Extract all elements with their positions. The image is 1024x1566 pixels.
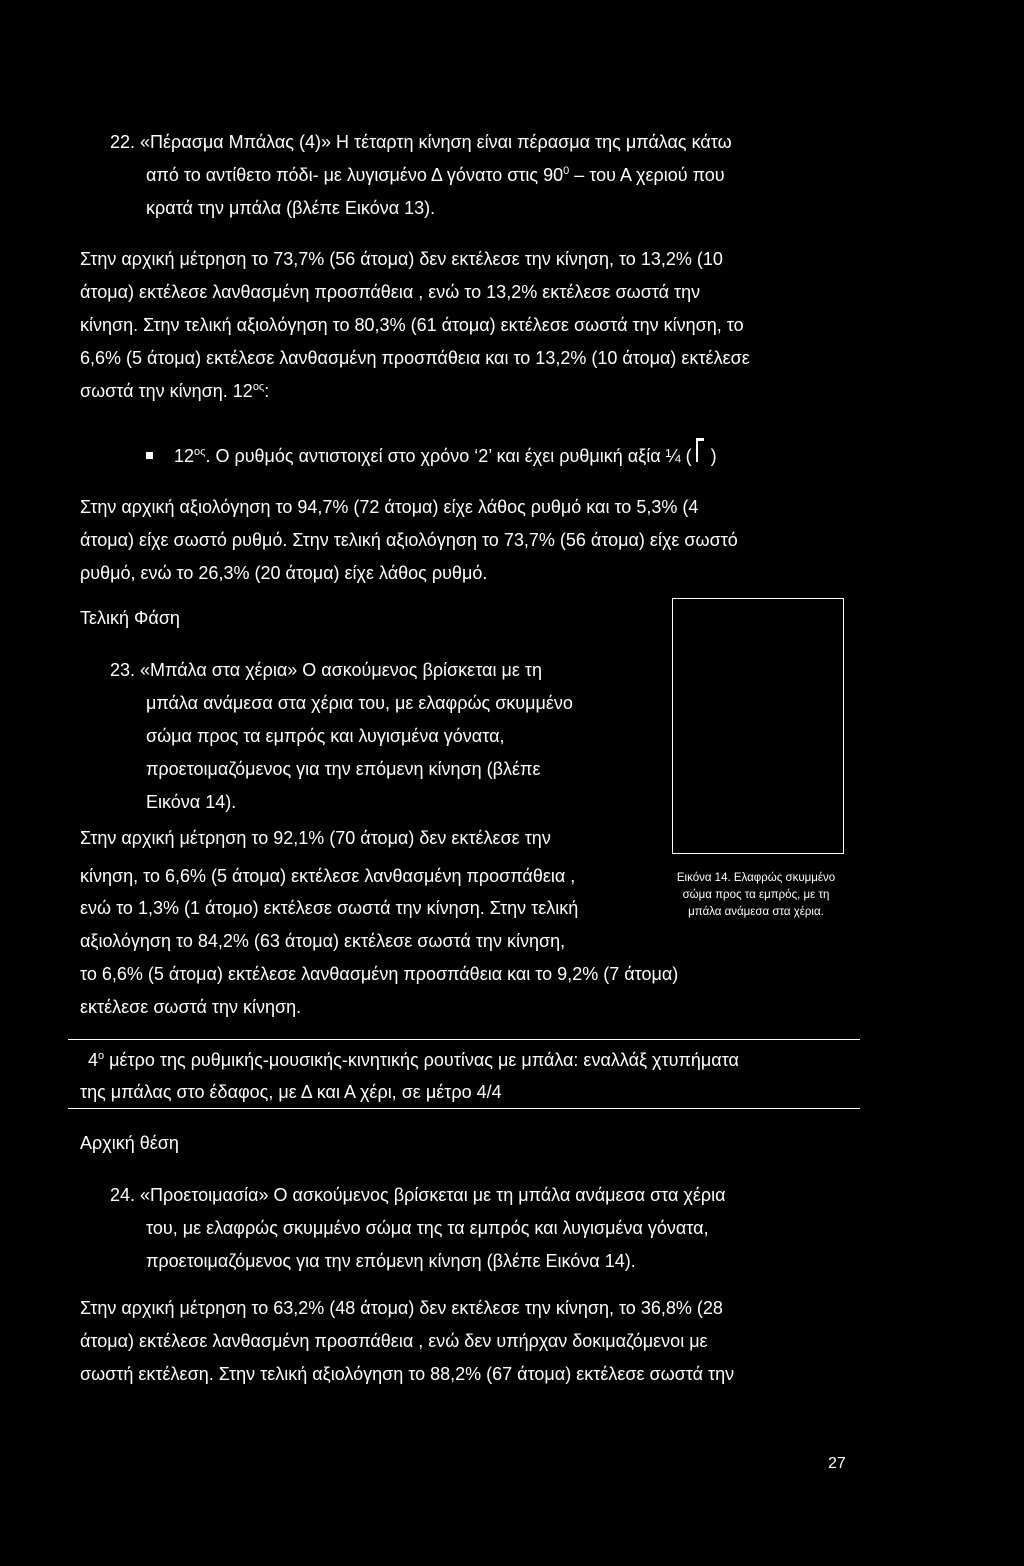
- result-22-line-2: άτομα) εκτέλεσε λανθασμένη προσπάθεια , ενώ το 13,2% εκτέλεσε σωστά την: [80, 282, 701, 302]
- rhythm-result-line-2: άτομα) είχε σωστό ρυθμό. Στην τελική αξιολόγηση το 73,7% (56 άτομα) είχε σωστό: [80, 530, 738, 550]
- figure-14-caption: Εικόνα 14. Ελαφρώς σκυμμένο σώμα προς τα εμπρός, με τη μπάλα ανάμεσα στα χέρια.: [676, 872, 836, 918]
- result-24-line-2: άτομα) εκτέλεσε λανθασμένη προσπάθεια , ενώ δεν υπήρχαν δοκιμαζόμενοι με: [80, 1331, 708, 1351]
- result-23-line-6: εκτέλεσε σωστά την κίνηση.: [80, 997, 302, 1017]
- item-22-line-3: κρατά την μπάλα (βλέπε Εικόνα 13).: [146, 198, 436, 218]
- result-23-line-4: αξιολόγηση το 84,2% (63 άτομα) εκτέλεσε σωστά την κίνηση,: [80, 931, 566, 951]
- item-24-line-1: 24. «Προετοιμασία» Ο ασκούμενος βρίσκεται με τη μπάλα ανάμεσα στα χέρια: [110, 1185, 726, 1205]
- result-23-line-5: το 6,6% (5 άτομα) εκτέλεσε λανθασμένη προσπάθεια και το 9,2% (7 άτομα): [80, 964, 679, 984]
- result-22-line-4: 6,6% (5 άτομα) εκτέλεσε λανθασμένη προσπάθεια και το 13,2% (10 άτομα) εκτέλεσε: [80, 348, 750, 368]
- item-22-line-1: 22. «Πέρασμα Μπάλας (4)» Η τέταρτη κίνηση είναι πέρασμα της μπάλας κάτω: [110, 132, 732, 152]
- item-23-line-3: σώμα προς τα εμπρός και λυγισμένα γόνατα,: [146, 726, 505, 746]
- result-24-line-1: Στην αρχική μέτρηση το 63,2% (48 άτομα) δεν εκτέλεσε την κίνηση, το 36,8% (28: [80, 1298, 723, 1318]
- page-number: 27: [828, 1455, 846, 1472]
- item-23-line-4: προετοιμαζόμενος για την επόμενη κίνηση (βλέπε: [146, 759, 541, 779]
- figure-14-image: [672, 598, 844, 854]
- rhythm-result-line-1: Στην αρχική αξιολόγηση το 94,7% (72 άτομα) είχε λάθος ρυθμό και το 5,3% (4: [80, 497, 699, 517]
- result-22-line-5: σωστά την κίνηση. $12^{o\varsigma}$:: [80, 381, 270, 401]
- result-22-line-1: Στην αρχική μέτρηση το 73,7% (56 άτομα) δεν εκτέλεσε την κίνηση, το 13,2% (10: [80, 249, 723, 269]
- heading-bottom-rule: [68, 1108, 860, 1109]
- result-23-line-3: ενώ το 1,3% (1 άτομο) εκτέλεσε σωστά την κίνηση. Στην τελική: [80, 898, 579, 918]
- item-23-line-1: 23. «Μπάλα στα χέρια» Ο ασκούμενος βρίσκεται με τη: [110, 660, 542, 680]
- rhythm-bullet: $12^{o\varsigma}$. Ο ρυθμός αντιστοιχεί στο χρόνο ‘2’ και έχει ρυθμική αξία ¼ ( ): [174, 443, 717, 469]
- heading-top-rule: [68, 1039, 860, 1040]
- measure-4-heading-line-2: της μπάλας στο έδαφος, με Δ και Α χέρι, σε μέτρο 4/4: [80, 1082, 502, 1102]
- initial-position-heading: Αρχική θέση: [80, 1133, 179, 1153]
- result-23-line-2: κίνηση, το 6,6% (5 άτομα) εκτέλεσε λανθασμένη προσπάθεια ,: [80, 866, 576, 886]
- result-23-line-1: Στην αρχική μέτρηση το 92,1% (70 άτομα) δεν εκτέλεσε την: [80, 828, 551, 848]
- final-phase-heading: Τελική Φάση: [80, 608, 180, 628]
- item-23-line-2: μπάλα ανάμεσα στα χέρια του, με ελαφρώς σκυμμένο: [146, 693, 573, 713]
- quarter-note-icon: [692, 444, 706, 464]
- item-24-line-3: προετοιμαζόμενος για την επόμενη κίνηση (βλέπε Εικόνα 14).: [146, 1251, 636, 1271]
- rhythm-result-line-3: ρυθμό, ενώ το 26,3% (20 άτομα) είχε λάθος ρυθμό.: [80, 563, 488, 583]
- measure-4-heading-line-1: $4^o$ μέτρο της ρυθμικής-μουσικής-κινητικής ρουτίνας με μπάλα: εναλλάξ χτυπήματα: [88, 1050, 739, 1070]
- item-22-line-2: από το αντίθετο πόδι- με λυγισμένο Δ γόνατο στις $90^0$ – του Α χεριού που: [146, 165, 725, 185]
- result-22-line-3: κίνηση. Στην τελική αξιολόγηση το 80,3% (61 άτομα) εκτέλεσε σωστά την κίνηση, το: [80, 315, 744, 335]
- bullet-marker: [146, 452, 153, 459]
- item-24-line-2: του, με ελαφρώς σκυμμένο σώμα της τα εμπρός και λυγισμένα γόνατα,: [146, 1218, 709, 1238]
- degree-superscript: 0: [563, 165, 570, 177]
- item-23-line-5: Εικόνα 14).: [146, 792, 237, 812]
- result-24-line-3: σωστή εκτέλεση. Στην τελική αξιολόγηση το 88,2% (67 άτομα) εκτέλεσε σωστά την: [80, 1364, 735, 1384]
